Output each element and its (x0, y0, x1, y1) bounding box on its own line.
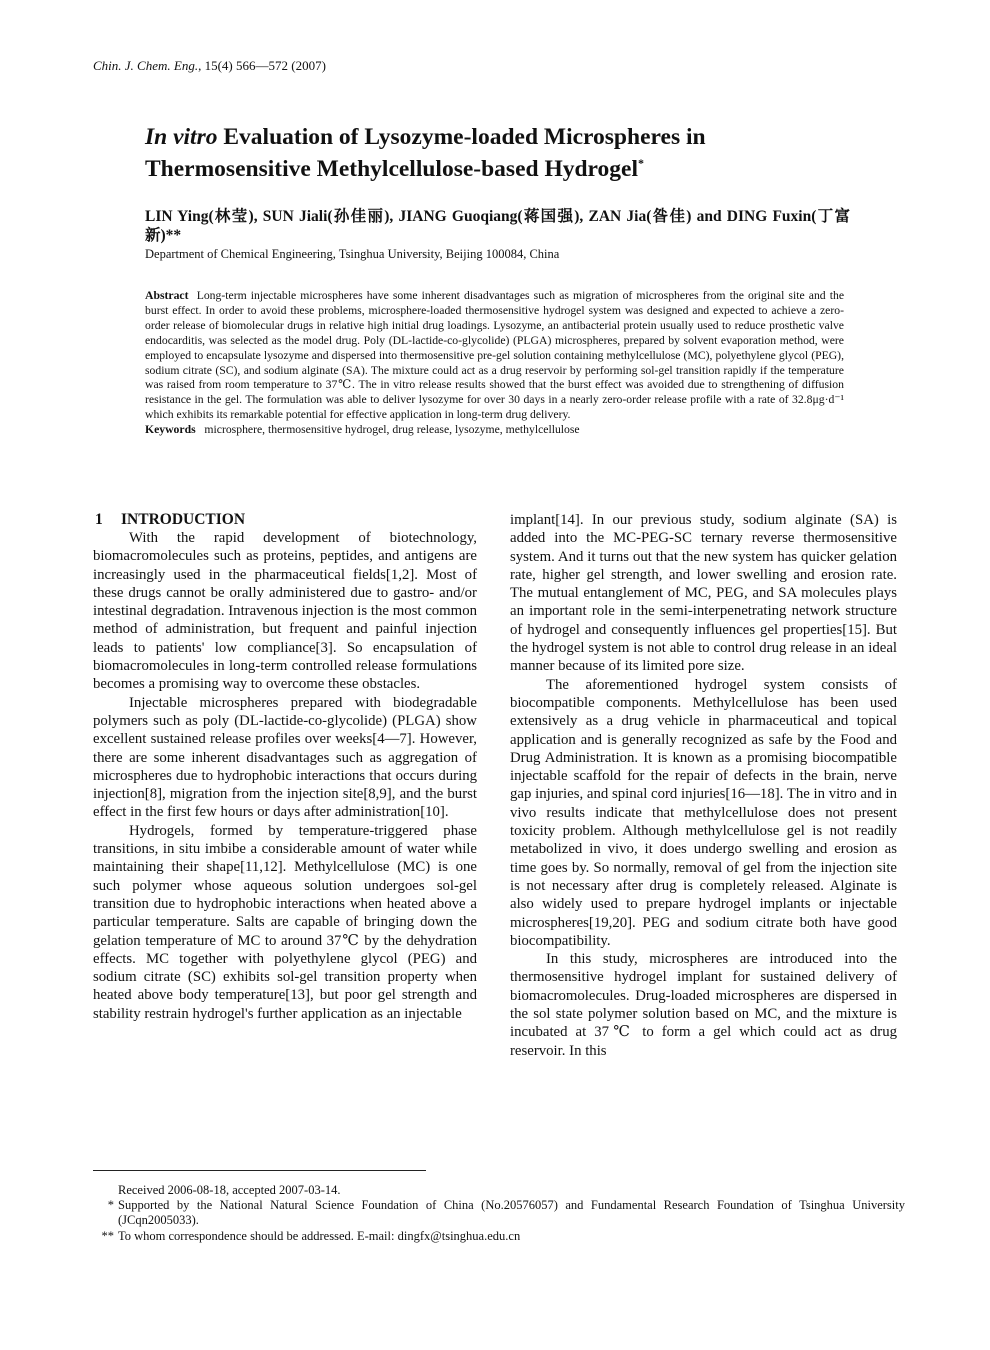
footnote-received: Received 2006-08-18, accepted 2007-03-14. (118, 1183, 341, 1197)
left-column (93, 511, 477, 1023)
keywords-paragraph (145, 423, 844, 438)
paper-title (145, 121, 865, 185)
abstract-block (145, 289, 844, 438)
footnote-mark: ** (101, 1228, 114, 1243)
journal-name: Chin. J. Chem. Eng. (93, 58, 199, 73)
section-heading (95, 511, 477, 529)
author-list: LIN Ying(林莹), SUN Jiali(孙佳丽), JIANG Guoqiang(蒋国强), ZAN Jia(昝佳) and DING Fuxin(丁富新)** (145, 208, 850, 244)
abstract-label: Abstract (145, 289, 189, 302)
footnote-support-text: Supported by the National Natural Science Foundation of China (No.20576057) and Fundamental Research Foundation of Tsinghua University (JCqn2005033). (118, 1198, 905, 1228)
title-text: Evaluation of Lysozyme-loaded Microspheres in Thermosensitive Methylcellulose-based Hydrogel (145, 124, 706, 182)
affiliation: Department of Chemical Engineering, Tsinghua University, Beijing 100084, China (145, 247, 560, 261)
footnote-divider (93, 1170, 426, 1171)
abstract-text: Long-term injectable microspheres have some inherent disadvantages such as migration of microspheres from the original site and the burst effect. In order to avoid these problems, microsphere-loaded thermosensitive hydrogel system was designed and expected to achieve a zero-order release of biomolecular drugs in relative high initial drug loadings. Lysozyme, an antibacterial protein usually used to reduce prosthetic valve endocarditis, was selected as the model drug. Poly (DL-lactide-co-glycolide) (PLGA) microspheres, prepared by solvent evaporation method, were employed to encapsulate lysozyme and dispersed into thermosensitive pre-gel solution containing methylcellulose (MC), polyethylene glycol (PEG), sodium citrate (SC), and sodium alginate (SA). The mixture could act as a drug reservoir by performing sol-gel transition rapidly if the temperature was raised from room temperature to 37℃. The in vitro release results showed that the burst effect was avoided due to strengthening of diffusion resistance in the gel. The formulation was able to deliver lysozyme for over 30 days in a nearly zero-order release profile with a rate of 32.8μg·d⁻¹ which exhibits its remarkable potential for effective application in long-term drug delivery. (145, 289, 845, 422)
running-head (93, 58, 326, 74)
footnote-support (93, 1198, 905, 1228)
body-paragraph: In this study, microspheres are introduced into the thermosensitive hydrogel implant for sustained delivery of biomacromolecules. Drug-loaded microspheres are dispersed in the sol state polymer solution based on MC, and the mixture is incubated at 37℃ to form a gel which could act as drug reservoir. In this (510, 951, 897, 1059)
keywords-label: Keywords (145, 423, 196, 437)
body-paragraph: Injectable microspheres prepared with biodegradable polymers such as poly (DL-lactide-co-glycolide) (PLGA) show excellent sustained release profiles over weeks[4—7]. However, there are some inherent disadvantages such as aggregation of microspheres due to hydrophobic interactions that occurs during injection[8], migration from the injection site[8,9], and the burst effect in the first few hours or days after administration[10]. (93, 694, 477, 821)
abstract-paragraph (145, 289, 844, 423)
title-footnote-mark: * (638, 156, 645, 171)
footnote-mark: * (107, 1198, 114, 1213)
body-paragraph: With the rapid development of biotechnology, biomacromolecules such as proteins, peptides, and antigens are increasingly used in the pharmaceutical fields[1,2]. Most of these drugs cannot be orally administered due to gastro- and/or intestinal degradation. Intravenous injection is the most common method of administration, but frequent and painful injection leads to patients' low compliance[3]. So encapsulation of biomacromolecules in long-term controlled release formulations becomes a promising way to overcome these obstacles. (93, 530, 477, 693)
title-italic: In vitro (145, 124, 218, 150)
body-paragraph: The aforementioned hydrogel system consists of biocompatible components. Methylcellulose has been used extensively as a drug vehicle in pharmaceutical and topical application and is generally recognized as safe by the Food and Drug Administration. It is known as a promising biocompatible injectable scaffold for the repair of defects in the brain, nerve gap injuries, and spinal cord injuries[16—18]. The in vitro and in vivo results indicate that methylcellulose does not present toxicity problem. Although methylcellulose gel is not readily metabolized in vivo, it does undergo swelling and erosion as time goes by. So normally, removal of gel from the injection site is not necessary after drug is completely released. Alginate is also widely used to prepare hydrogel implants or injectable microspheres[19,20]. PEG and sodium citrate both have good biocompatibility. (510, 676, 897, 949)
body-paragraph: implant[14]. In our previous study, sodium alginate (SA) is added into the MC-PEG-SC ternary reverse thermosensitive system. And it turns out that the new system has quicker gelation rate, higher gel strength, and lower swelling and erosion rate. The mutual entanglement of MC, PEG, and SA molecules plays an important role in the semi-interpenetrating network structure of hydrogel and consequently influences gel properties[15]. But the hydrogel system is not able to control drug release in an ideal manner because of its limited pore size. (510, 512, 897, 675)
footnote-correspondence-text: To whom correspondence should be addressed. E-mail: dingfx@tsinghua.edu.cn (118, 1228, 521, 1243)
section-title: INTRODUCTION (121, 511, 246, 528)
section-number: 1 (95, 511, 103, 528)
body-paragraph: Hydrogels, formed by temperature-triggered phase transitions, in situ imbibe a considerable amount of water while maintaining their shape[11,12]. Methylcellulose (MC) is one such polymer whose aqueous solution undergoes sol-gel transition due to hydrophobic interactions when heated above a particular temperature. Salts are capable of bringing down the gelation temperature of MC to around 37℃ by the dehydration effects. MC together with polyethylene glycol (PEG) and sodium citrate (SC) exhibits sol-gel transition property when heated above body temperature[13], but poor gel strength and stability restrain hydrogel's further application as an injectable (93, 822, 477, 1022)
right-column (510, 511, 897, 1060)
journal-citation: , 15(4) 566—572 (2007) (198, 58, 326, 73)
footnotes (93, 1183, 905, 1244)
keywords-text: microsphere, thermosensitive hydrogel, drug release, lysozyme, methylcellulose (204, 423, 580, 437)
footnote-correspondence (93, 1229, 905, 1244)
